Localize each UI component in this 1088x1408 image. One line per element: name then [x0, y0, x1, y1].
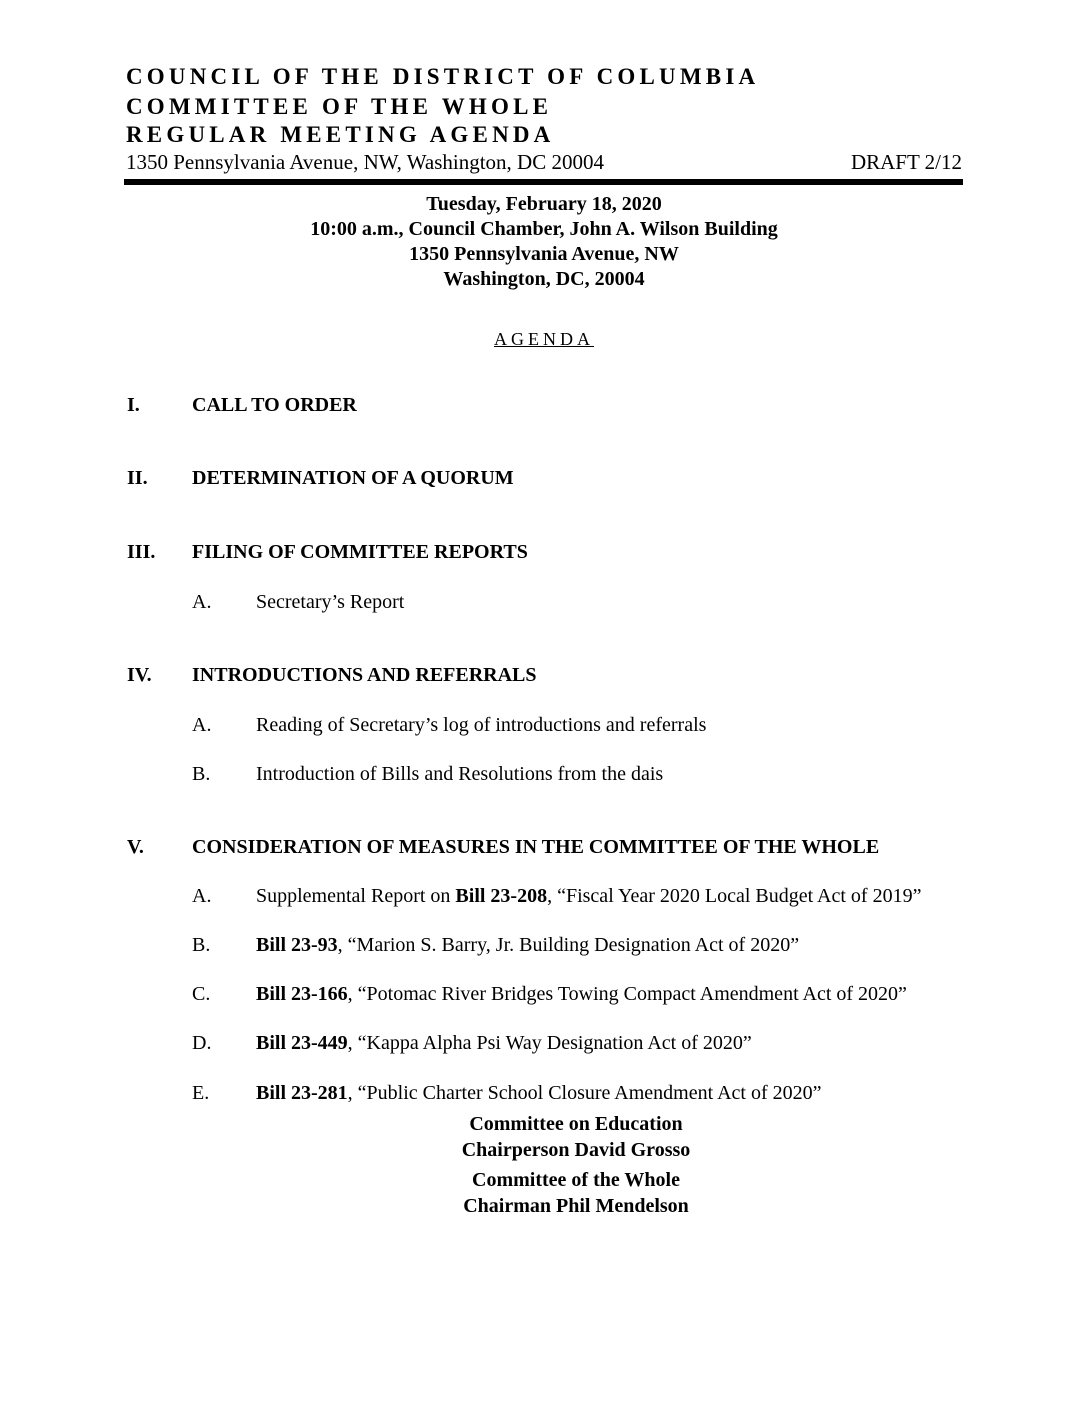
sponsor-committee-whole [0, 1167, 1088, 1219]
item-text: Secretary’s Report [256, 591, 405, 613]
item-letter: B. [192, 763, 211, 785]
bill-title: , “Public Charter School Closure Amendment Act of 2020” [347, 1082, 822, 1104]
item-prefix: Supplemental Report on [256, 885, 456, 907]
item-letter: D. [192, 1032, 212, 1054]
header-document-type: REGULAR MEETING AGENDA [126, 122, 555, 147]
sponsor-committee-education [0, 1111, 1088, 1163]
section-number: III. [127, 541, 156, 563]
bill-number: Bill 23-166 [256, 983, 348, 1005]
item-letter: B. [192, 934, 211, 956]
bill-title: , “Potomac River Bridges Towing Compact Amendment Act of 2020” [347, 983, 907, 1005]
header-divider [124, 179, 963, 185]
section-number: I. [127, 394, 140, 416]
bill-number: Bill 23-281 [256, 1082, 348, 1104]
committee-name: Committee of the Whole [472, 1169, 680, 1191]
section-title: INTRODUCTIONS AND REFERRALS [192, 664, 537, 686]
item-letter: A. [192, 591, 212, 613]
bill-title: , “Fiscal Year 2020 Local Budget Act of 2019” [547, 885, 922, 907]
section-title: FILING OF COMMITTEE REPORTS [192, 541, 528, 563]
bill-number: Bill 23-208 [455, 885, 548, 907]
header-address-row [126, 150, 962, 175]
item-text: Introduction of Bills and Resolutions from the dais [256, 763, 664, 785]
header-council-name: COUNCIL OF THE DISTRICT OF COLUMBIA [126, 64, 760, 89]
section-title: CALL TO ORDER [192, 394, 357, 416]
agenda-heading-text: AGENDA [494, 329, 594, 349]
agenda-heading [0, 329, 1088, 350]
draft-label: DRAFT 2/12 [850, 150, 962, 174]
item-text [256, 983, 907, 1006]
bill-title: , “Marion S. Barry, Jr. Building Designation Act of 2020” [337, 934, 800, 956]
section-number: IV. [127, 664, 152, 686]
item-text: Reading of Secretary’s log of introductions and referrals [256, 714, 707, 736]
committee-chair: Chairman Phil Mendelson [463, 1195, 689, 1217]
bill-number: Bill 23-449 [256, 1032, 348, 1054]
item-letter: A. [192, 714, 212, 736]
meeting-time-place: 10:00 a.m., Council Chamber, John A. Wilson Building [310, 218, 778, 240]
section-number: V. [127, 836, 144, 858]
section-title: CONSIDERATION OF MEASURES IN THE COMMITTEE OF THE WHOLE [192, 836, 880, 858]
item-letter: C. [192, 983, 211, 1005]
item-text [256, 1082, 821, 1105]
bill-number: Bill 23-93 [256, 934, 338, 956]
item-letter: A. [192, 885, 212, 907]
item-letter: E. [192, 1082, 210, 1104]
item-text [256, 1032, 752, 1055]
header-committee-name: COMMITTEE OF THE WHOLE [126, 94, 553, 119]
item-text [256, 934, 799, 957]
meeting-street: 1350 Pennsylvania Avenue, NW [409, 243, 679, 265]
meeting-info [0, 192, 1088, 292]
header-address: 1350 Pennsylvania Avenue, NW, Washington, DC 20004 [126, 150, 604, 174]
meeting-date: Tuesday, February 18, 2020 [426, 193, 662, 215]
committee-chair: Chairperson David Grosso [461, 1139, 691, 1161]
bill-title: , “Kappa Alpha Psi Way Designation Act of 2020” [347, 1032, 752, 1054]
meeting-city: Washington, DC, 20004 [443, 268, 645, 290]
committee-name: Committee on Education [469, 1113, 683, 1135]
section-number: II. [127, 467, 148, 489]
item-text [256, 885, 921, 908]
section-title: DETERMINATION OF A QUORUM [192, 467, 514, 489]
